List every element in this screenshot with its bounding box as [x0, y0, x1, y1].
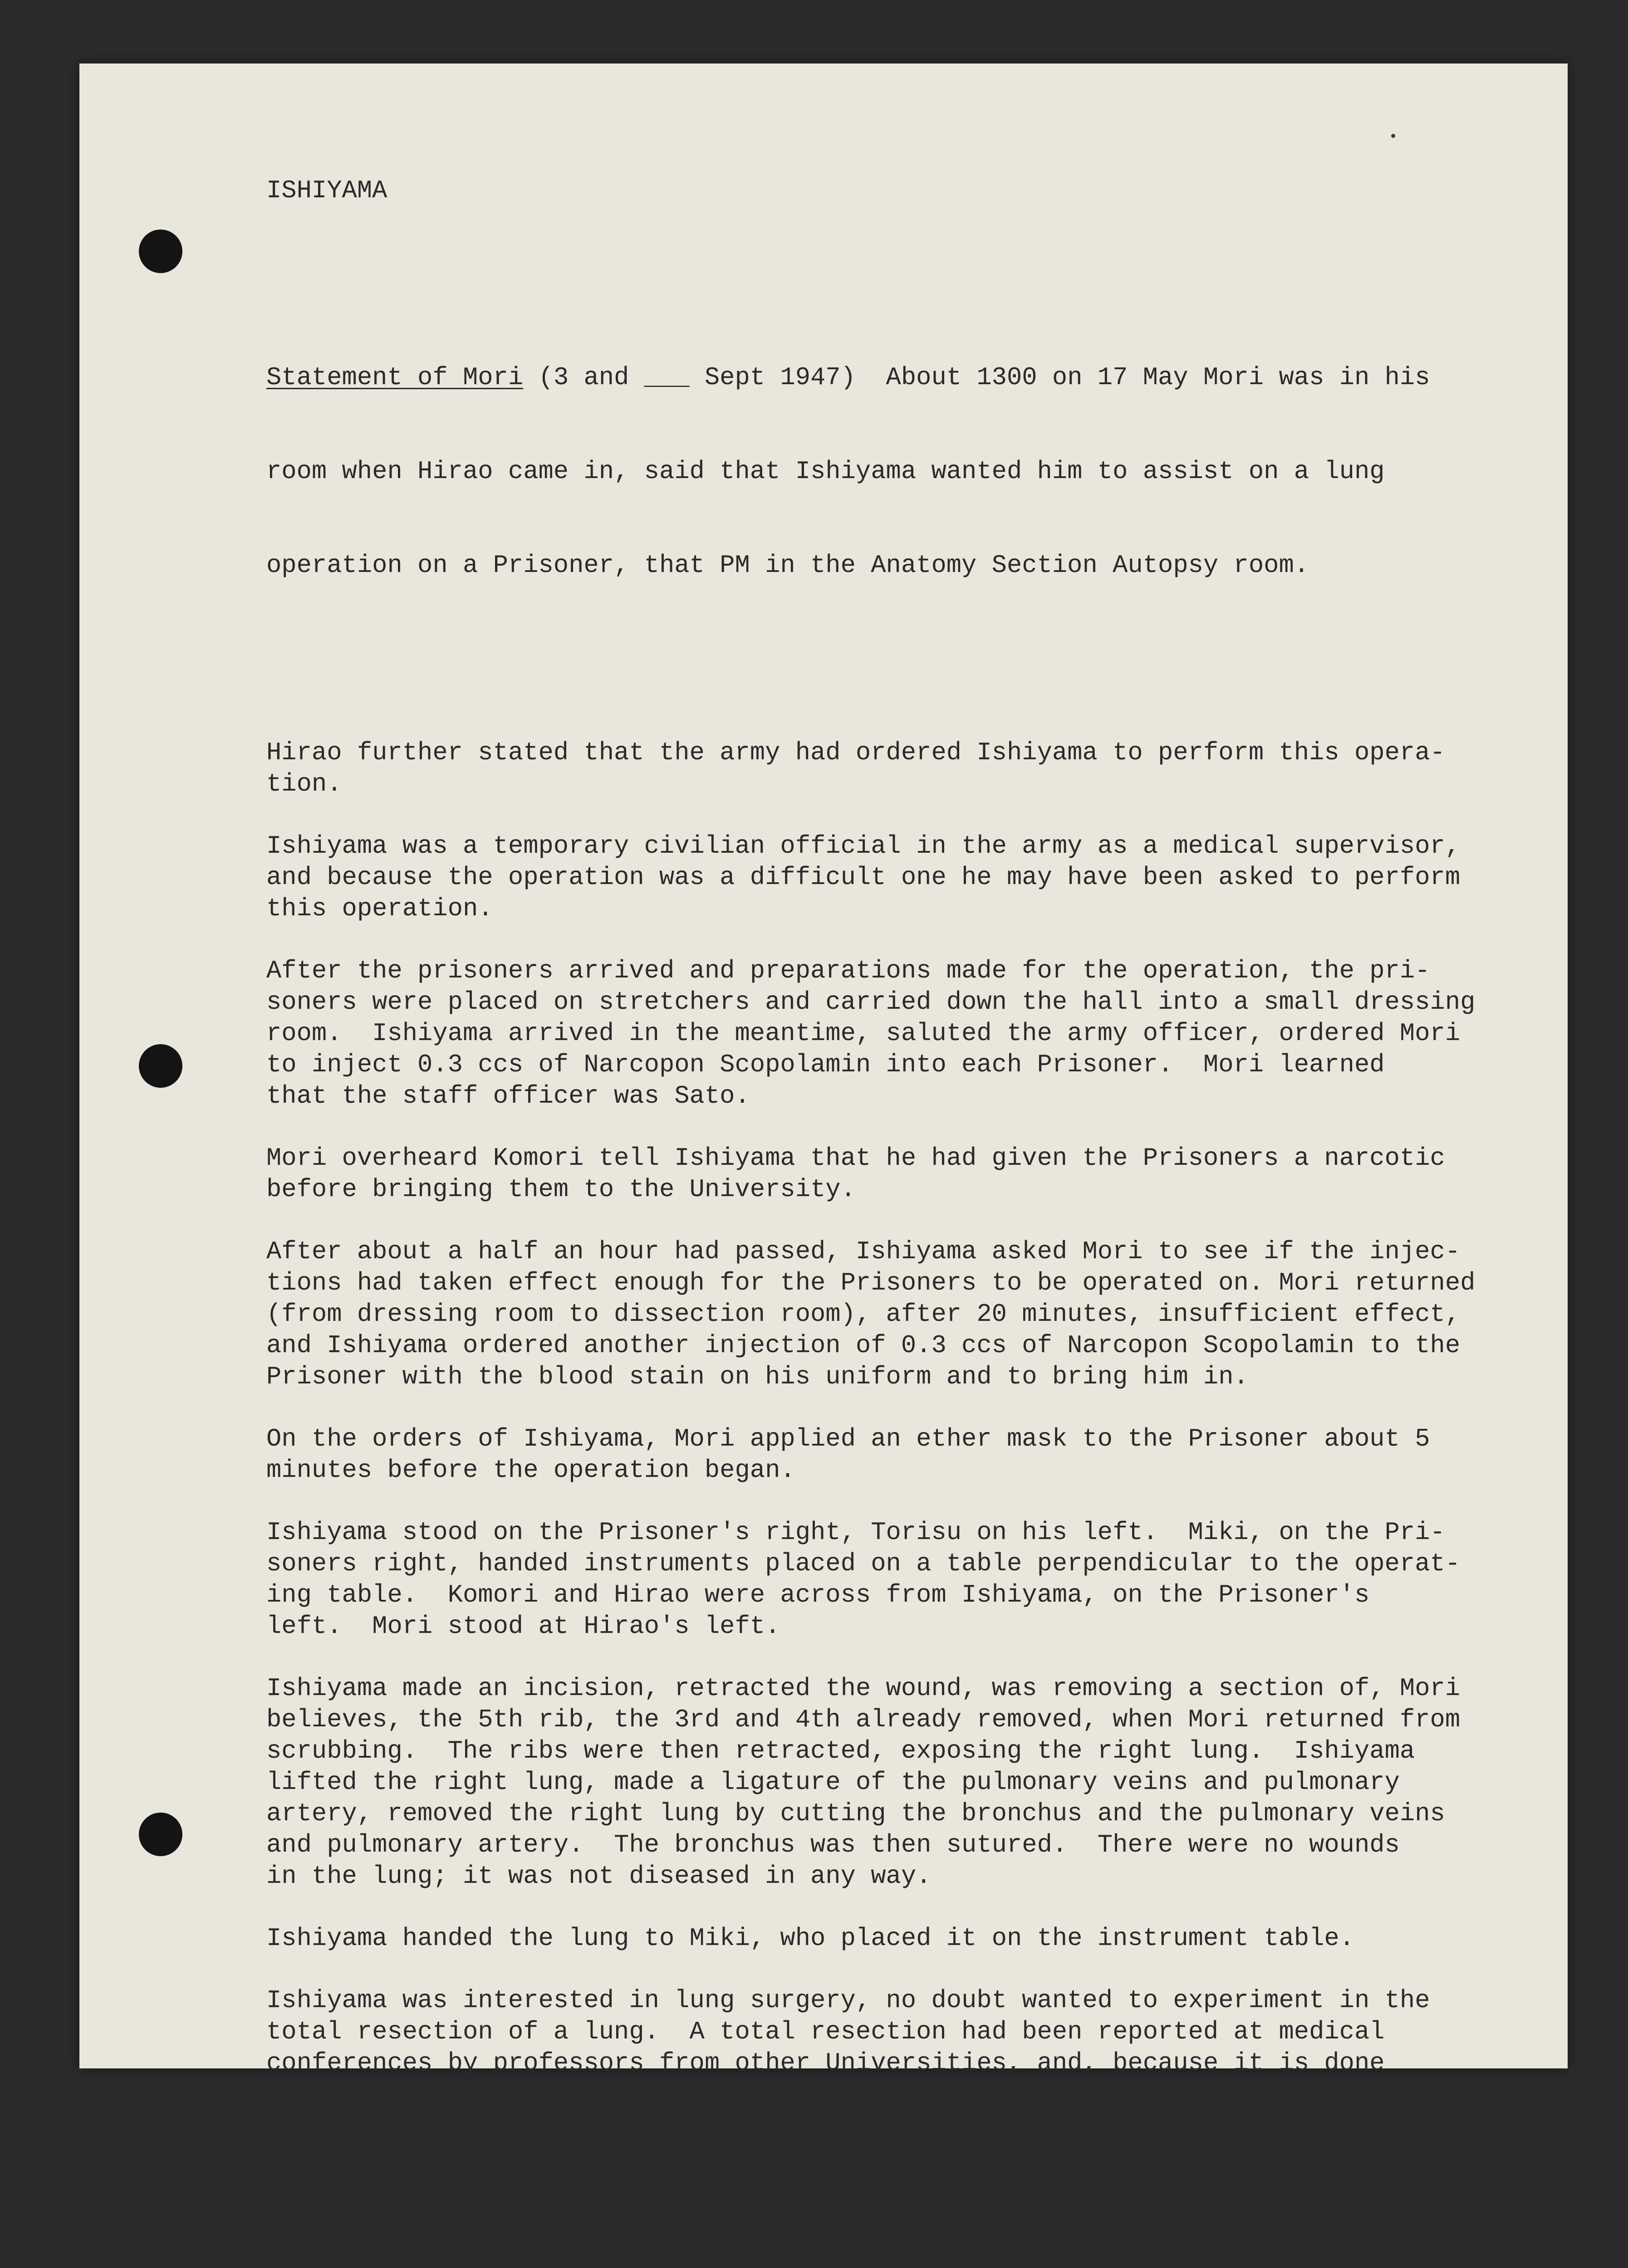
- paragraph: [266, 1143, 1605, 1205]
- text-line: this operation.: [266, 894, 493, 923]
- text-line: (from dressing room to dissection room), after 20 minutes, insufficient effect,: [266, 1300, 1461, 1329]
- text-line: Ishiyama made an incision, retracted the wound, was removing a section of, Mori: [266, 1674, 1461, 1703]
- paragraph: [266, 955, 1605, 1112]
- text-line: hard to find and this gave him an opportunity to experiment without waiting: [266, 2112, 1400, 2140]
- text-line: room. Ishiyama arrived in the meantime, saluted the army officer, ordered Mori: [266, 1019, 1461, 1048]
- document-heading: ISHIYAMA: [266, 176, 387, 205]
- paragraph: [266, 1517, 1605, 1642]
- text-line: learned how a total lung resection can be done.": [266, 2205, 992, 2234]
- text-line: Hirao further stated that the army had ordered Ishiyama to perform this opera-: [266, 738, 1445, 767]
- intro-first-line: [266, 362, 1605, 393]
- text-line: soners right, handed instruments placed on a table perpendicular to the operat-: [266, 1549, 1461, 1578]
- text-line: to inject 0.3 ccs of Narcopon Scopolamin into each Prisoner. Mori learned: [266, 1051, 1385, 1079]
- paper-speck: [1391, 134, 1395, 138]
- statement-date-line: (3 and ___ Sept 1947) About 1300 on 17 May Mori was in his: [523, 363, 1430, 392]
- text-line: On the orders of Ishiyama, Mori applied an ether mask to the Prisoner about 5: [266, 1425, 1430, 1453]
- paragraph: [266, 1923, 1605, 1954]
- text-line: total resection of a lung. A total resection had been reported at medical: [266, 2018, 1385, 2046]
- document-body: [266, 237, 1605, 2268]
- paragraph: [266, 1985, 1605, 2235]
- text-line: minutes before the operation began.: [266, 1456, 795, 1485]
- text-line: and Ishiyama ordered another injection of 0.3 ccs of Narcopon Scopolamin to the: [266, 1331, 1461, 1360]
- text-line: for the necessary patient. Mori believes the Prisoner was still alive when: [266, 2143, 1400, 2171]
- text-line: lifted the right lung, made a ligature of the pulmonary veins and pulmonary: [266, 1768, 1400, 1797]
- text-line: artery, removed the right lung by cutting the bronchus and the pulmonary veins: [266, 1799, 1445, 1828]
- paragraph: [266, 831, 1605, 924]
- paragraph: [266, 1673, 1605, 1892]
- text-line: the incision was sutured, is not sure. Ishiyama said to Sato, "I have now: [266, 2174, 1385, 2203]
- text-line: tion.: [266, 770, 342, 798]
- text-line: where a condition of cancer of the lung exists, these patients are rare and: [266, 2080, 1400, 2109]
- text-line: Ishiyama stood on the Prisoner's right, Torisu on his left. Miki, on the Pri-: [266, 1518, 1445, 1547]
- text-line: After the prisoners arrived and preparations made for the operation, the pri-: [266, 957, 1430, 985]
- text-line: conferences by professors from other Universities, and, because it is done: [266, 2049, 1385, 2077]
- punch-hole-top: [139, 230, 182, 273]
- text-line: ing table. Komori and Hirao were across from Ishiyama, on the Prisoner's: [266, 1581, 1370, 1609]
- document-page: [79, 64, 1568, 2234]
- text-line: tions had taken effect enough for the Prisoners to be operated on. Mori returned: [266, 1269, 1476, 1297]
- text-line: Prisoner with the blood stain on his uniform and to bring him in.: [266, 1363, 1249, 1391]
- text-line: and pulmonary artery. The bronchus was then sutured. There were no wounds: [266, 1831, 1400, 1859]
- text-line: believes, the 5th rib, the 3rd and 4th already removed, when Mori returned from: [266, 1706, 1461, 1734]
- paragraph: [266, 1236, 1605, 1393]
- text-line: Ishiyama handed the lung to Miki, who placed it on the instrument table.: [266, 1924, 1354, 1953]
- text-line: before bringing them to the University.: [266, 1175, 856, 1204]
- text-line: Ishiyama was a temporary civilian official in the army as a medical supervisor,: [266, 832, 1461, 860]
- paragraph: [266, 1423, 1605, 1486]
- text-line: Ishiyama was interested in lung surgery, no doubt wanted to experiment in the: [266, 1986, 1430, 2015]
- text-line: After about a half an hour had passed, Ishiyama asked Mori to see if the injec-: [266, 1237, 1461, 1266]
- text-line: soners were placed on stretchers and carried down the hall into a small dressing: [266, 988, 1476, 1017]
- body-paragraphs: [266, 737, 1605, 2235]
- text-line: room when Hirao came in, said that Ishiyama wanted him to assist on a lung: [266, 457, 1385, 486]
- punch-hole-bottom: [139, 1813, 182, 1856]
- text-line: that the staff officer was Sato.: [266, 1082, 750, 1110]
- text-line: and because the operation was a difficult one he may have been asked to perform: [266, 863, 1461, 892]
- statement-title: Statement of Mori: [266, 363, 524, 392]
- text-line: Mori overheard Komori tell Ishiyama that he had given the Prisoners a narcotic: [266, 1144, 1445, 1173]
- text-line: operation on a Prisoner, that PM in the Anatomy Section Autopsy room.: [266, 551, 1309, 580]
- text-line: in the lung; it was not diseased in any way.: [266, 1862, 932, 1891]
- intro-paragraph: [266, 299, 1605, 644]
- text-line: scrubbing. The ribs were then retracted, exposing the right lung. Ishiyama: [266, 1737, 1415, 1765]
- text-line: left. Mori stood at Hirao's left.: [266, 1612, 780, 1641]
- paragraph: [266, 737, 1605, 800]
- punch-hole-middle: [139, 1044, 182, 1088]
